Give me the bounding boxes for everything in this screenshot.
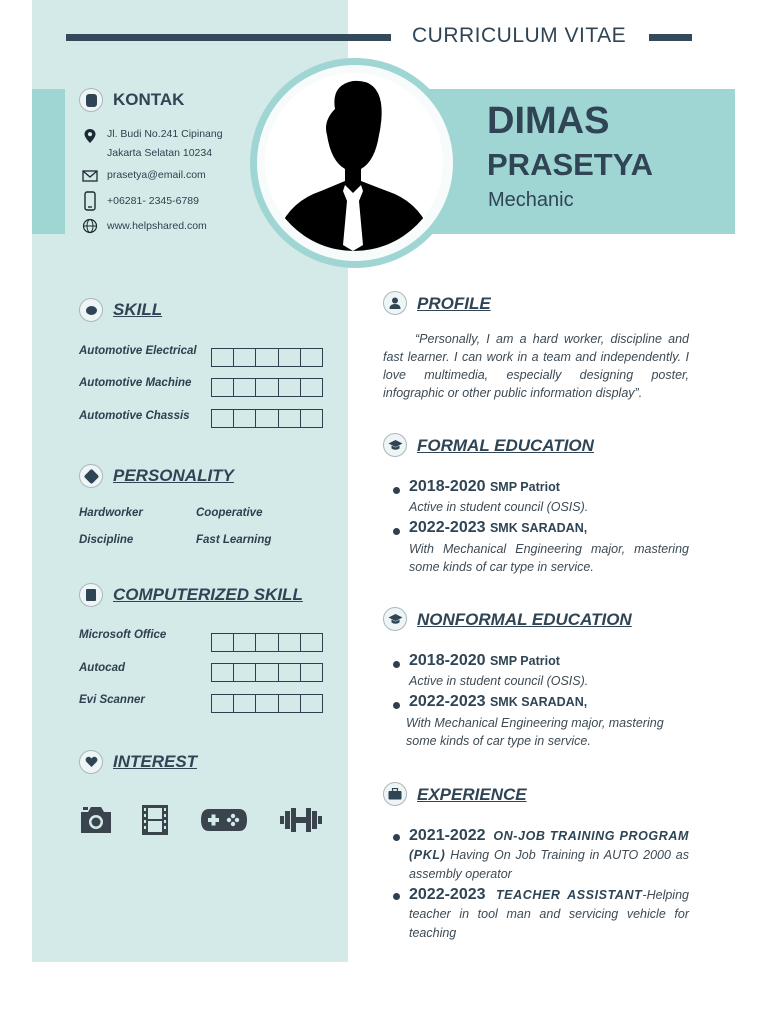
computer-skill-label: Evi Scanner [79,694,145,706]
bullet [393,702,400,709]
edu-school: SMP Patriot [489,654,560,668]
phone-text: +06281- 2345-6789 [107,195,199,207]
globe-icon [82,218,98,234]
edu-years: 2022-2023 [409,519,486,536]
email-text: prasetya@email.com [107,169,206,181]
heart-icon [79,750,103,774]
edu-desc: With Mechanical Engineering major, mastering some kinds of car type in service. [409,542,689,574]
exp-years: 2021-2022 [409,827,486,844]
email-icon [82,168,98,184]
bullet [393,528,400,535]
speech-bubble-icon [79,298,103,322]
document-icon [79,583,103,607]
skill-heading: SKILL [113,300,163,319]
skill-label: Automotive Electrical [79,345,197,357]
formal-edu-entry [409,478,560,496]
first-name: DIMAS [487,100,610,142]
formal-edu-entry [409,519,587,537]
camera-icon [78,802,114,836]
edu-school: SMK SARADAN, [489,695,588,709]
bullet [393,661,400,668]
address-line-1: Jl. Budi No.241 Cipinang [107,128,223,140]
exp-desc: Having On Job Training in AUTO 2000 as assembly operator [409,848,689,881]
exp-title: ON-JOB TRAINING PROGRAM (PKL) [409,829,689,862]
exp-years: 2022-2023 [409,886,486,903]
experience-entry [409,826,689,884]
website-text: www.helpshared.com [107,220,207,232]
personality-item: Cooperative [196,507,263,519]
personality-icon [79,464,103,488]
page-title: CURRICULUM VITAE [412,24,627,47]
contact-heading: KONTAK [113,90,185,109]
graduation-cap-icon [383,607,407,631]
profile-text: “Personally, I am a hard worker, discipline and fast learner. I can work in a team and independently. I love multimedia, especially designing poster, infographic or other public information display”. [383,332,689,400]
computer-skill-meter [211,694,323,713]
nonformal-education-heading: NONFORMAL EDUCATION [417,610,632,629]
skill-meter [211,348,323,367]
personality-heading: PERSONALITY [113,466,234,485]
film-icon [137,803,173,837]
silhouette-icon [265,73,443,251]
job-title: Mechanic [488,189,574,211]
contact-book-icon [79,88,103,112]
graduation-cap-icon [383,433,407,457]
location-pin-icon [82,128,98,144]
phone-icon [82,191,98,211]
nonformal-edu-entry [409,652,560,670]
edu-years: 2022-2023 [409,693,486,710]
computer-skill-meter [211,633,323,652]
skill-meter [211,378,323,397]
last-name: PRASETYA [487,147,653,182]
profile-heading: PROFILE [417,294,491,313]
edu-desc: Active in student council (OSIS). [409,500,589,514]
bullet [393,487,400,494]
personality-item: Fast Learning [196,534,272,546]
user-icon [383,291,407,315]
computer-skill-label: Autocad [79,662,125,674]
header-bar-right [649,34,692,41]
bullet [393,834,400,841]
briefcase-icon [383,782,407,806]
skill-label: Automotive Chassis [79,410,190,422]
experience-heading: EXPERIENCE [417,785,527,804]
exp-title: TEACHER ASSISTANT [495,888,643,902]
skill-label: Automotive Machine [79,377,192,389]
skill-meter [211,409,323,428]
personality-item: Discipline [79,534,134,546]
avatar [265,73,443,251]
nonformal-edu-entry [409,693,587,711]
left-accent-tab [32,89,65,234]
experience-entry [409,885,689,943]
interest-heading: INTEREST [113,752,198,771]
edu-years: 2018-2020 [409,652,486,669]
exp-desc: -Helping teacher in tool man and servicing vehicle for teaching [409,888,689,940]
dumbbell-icon [279,806,323,834]
edu-years: 2018-2020 [409,478,486,495]
personality-item: Hardworker [79,507,143,519]
edu-school: SMK SARADAN, [489,521,588,535]
bullet [393,893,400,900]
computer-skill-meter [211,663,323,682]
header-bar-left [66,34,391,41]
edu-desc: With Mechanical Engineering major, mastering some kinds of car type in service. [406,716,664,748]
edu-school: SMP Patriot [489,480,560,494]
formal-education-heading: FORMAL EDUCATION [417,436,594,455]
edu-desc: Active in student council (OSIS). [409,674,589,688]
gamepad-icon [199,806,249,834]
computerized-heading: COMPUTERIZED SKILL [113,585,303,604]
computer-skill-label: Microsoft Office [79,629,167,641]
address-line-2: Jakarta Selatan 10234 [107,147,213,159]
